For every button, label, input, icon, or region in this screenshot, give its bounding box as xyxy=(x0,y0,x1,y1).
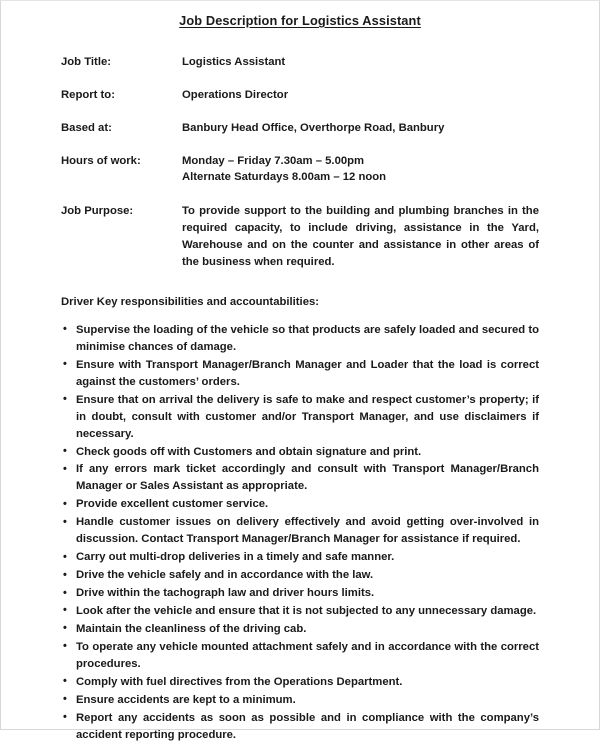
page-title xyxy=(61,13,539,28)
field-row-job-title xyxy=(61,54,539,70)
list-item: • Ensure accidents are kept to a minimum. xyxy=(61,692,539,709)
job-details-field-list xyxy=(61,54,539,271)
section-heading-responsibilities: Driver Key responsibilities and accountabilities: xyxy=(61,296,320,309)
field-row-hours-of-work xyxy=(61,153,539,185)
list-item: • Carry out multi-drop deliveries in a timely and safe manner. xyxy=(61,549,539,566)
list-item: • Drive within the tachograph law and driver hours limits. xyxy=(61,585,539,602)
field-row-report-to xyxy=(61,87,539,103)
field-value-line: Banbury Head Office, Overthorpe Road, Banbury xyxy=(182,122,445,135)
field-label-hours-of-work: Hours of work: xyxy=(61,155,141,168)
field-label-job-purpose: Job Purpose: xyxy=(61,204,134,217)
list-item: • Ensure with Transport Manager/Branch Manager and Loader that the load is correct against the customers’ orders. xyxy=(61,357,539,391)
field-row-job-purpose xyxy=(61,203,539,272)
list-item: • Handle customer issues on delivery effectively and avoid getting over-involved in discussion. Contact Transport Manager/Branch Manager for assistance if required. xyxy=(61,514,539,548)
field-value-hours-of-work xyxy=(182,153,539,185)
field-row-based-at xyxy=(61,120,539,136)
field-value-based-at xyxy=(182,120,539,136)
list-item: • Report any accidents as soon as possible and in compliance with the company’s accident reporting procedure. xyxy=(61,710,539,744)
field-value-job-purpose: To provide support to the building and plumbing branches in the required capacity, to include driving, assistance in the Yard, Warehouse and on the counter and assistance in other areas of the business when required. xyxy=(182,204,539,268)
field-value-job-title xyxy=(182,54,539,70)
list-item: • Maintain the cleanliness of the driving cab. xyxy=(61,621,539,638)
list-item: • Look after the vehicle and ensure that it is not subjected to any unnecessary damage. xyxy=(61,603,539,620)
list-item: • Comply with fuel directives from the Operations Department. xyxy=(61,674,539,691)
list-item: • Ensure that on arrival the delivery is safe to make and respect customer’s property; if in doubt, consult with customer and/or Transport Manager, and use disclaimers if necessary. xyxy=(61,392,539,443)
field-value-line: Logistics Assistant xyxy=(182,56,286,69)
list-item: • Check goods off with Customers and obtain signature and print. xyxy=(61,444,539,461)
field-value-line: Alternate Saturdays 8.00am – 12 noon xyxy=(182,171,387,184)
field-value-line: Monday – Friday 7.30am – 5.00pm xyxy=(182,155,365,168)
list-item: • To operate any vehicle mounted attachment safely and in accordance with the correct procedures. xyxy=(61,639,539,673)
field-label-report-to: Report to: xyxy=(61,89,115,102)
document-body xyxy=(61,13,539,744)
list-item: • If any errors mark ticket accordingly and consult with Transport Manager/Branch Manager or Sales Assistant as appropriate. xyxy=(61,461,539,495)
list-item: • Provide excellent customer service. xyxy=(61,496,539,513)
list-item: • Drive the vehicle safely and in accordance with the law. xyxy=(61,567,539,584)
field-label-job-title: Job Title: xyxy=(61,56,112,69)
page-title-text: Job Description for Logistics Assistant xyxy=(179,13,421,28)
field-value-report-to xyxy=(182,87,539,103)
list-item: • Supervise the loading of the vehicle so that products are safely loaded and secured to minimise chances of damage. xyxy=(61,322,539,356)
responsibilities-list xyxy=(61,322,539,744)
field-value-line: Operations Director xyxy=(182,89,289,102)
field-label-based-at: Based at: xyxy=(61,122,112,135)
